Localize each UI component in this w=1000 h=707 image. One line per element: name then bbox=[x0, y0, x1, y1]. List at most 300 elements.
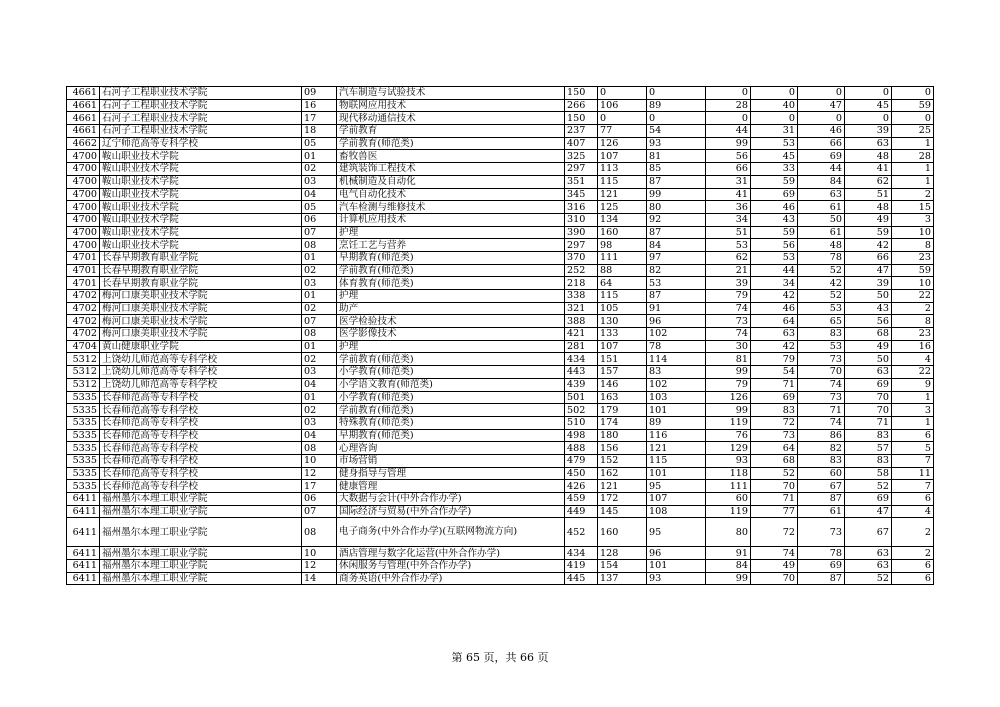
score-2-cell: 107 bbox=[647, 493, 706, 506]
score-6-cell: 63 bbox=[845, 547, 892, 560]
score-1-cell: 128 bbox=[598, 547, 647, 560]
score-1-cell: 111 bbox=[598, 251, 647, 264]
score-6-cell: 52 bbox=[845, 572, 892, 585]
score-5-cell: 63 bbox=[798, 188, 845, 201]
score-5-cell: 61 bbox=[798, 201, 845, 214]
score-5-cell: 66 bbox=[798, 137, 845, 150]
score-6-cell: 70 bbox=[845, 404, 892, 417]
score-1-cell: 162 bbox=[598, 467, 647, 480]
score-3-cell: 93 bbox=[706, 454, 751, 467]
major-name-cell: 畜牧兽医 bbox=[337, 150, 565, 163]
school-name-cell: 福州墨尔本理工职业学院 bbox=[100, 560, 302, 573]
score-5-cell: 71 bbox=[798, 404, 845, 417]
score-6-cell: 0 bbox=[845, 112, 892, 125]
table-row bbox=[67, 125, 934, 138]
score-7-cell: 0 bbox=[892, 87, 934, 100]
score-4-cell: 52 bbox=[751, 467, 798, 480]
score-4-cell: 77 bbox=[751, 505, 798, 518]
major-name-cell: 心理咨询 bbox=[337, 442, 565, 455]
table-row bbox=[67, 302, 934, 315]
table-row bbox=[67, 137, 934, 150]
score-2-cell: 93 bbox=[647, 572, 706, 585]
school-code-cell: 4702 bbox=[67, 302, 100, 315]
major-name-cell: 电子商务(中外合作办学)(互联网物流方向) bbox=[337, 518, 565, 547]
major-name-cell: 小学语文教育(师范类) bbox=[337, 378, 565, 391]
major-code-cell: 01 bbox=[302, 391, 337, 404]
score-6-cell: 0 bbox=[845, 87, 892, 100]
school-name-cell: 上饶幼儿师范高等专科学校 bbox=[100, 378, 302, 391]
score-4-cell: 72 bbox=[751, 518, 798, 547]
score-4-cell: 33 bbox=[751, 163, 798, 176]
score-4-cell: 0 bbox=[751, 112, 798, 125]
score-3-cell: 80 bbox=[706, 518, 751, 547]
score-3-cell: 56 bbox=[706, 150, 751, 163]
school-code-cell: 5312 bbox=[67, 366, 100, 379]
score-7-cell: 59 bbox=[892, 264, 934, 277]
school-name-cell: 福州墨尔本理工职业学院 bbox=[100, 493, 302, 506]
score-3-cell: 111 bbox=[706, 480, 751, 493]
school-name-cell: 鞍山职业技术学院 bbox=[100, 175, 302, 188]
score-total-cell: 388 bbox=[565, 315, 598, 328]
major-code-cell: 07 bbox=[302, 226, 337, 239]
major-code-cell: 02 bbox=[302, 353, 337, 366]
school-code-cell: 5335 bbox=[67, 467, 100, 480]
score-7-cell: 10 bbox=[892, 277, 934, 290]
score-5-cell: 83 bbox=[798, 454, 845, 467]
major-code-cell: 01 bbox=[302, 150, 337, 163]
school-code-cell: 4661 bbox=[67, 125, 100, 138]
table-row bbox=[67, 404, 934, 417]
score-1-cell: 163 bbox=[598, 391, 647, 404]
school-code-cell: 4702 bbox=[67, 328, 100, 341]
major-name-cell: 市场营销 bbox=[337, 454, 565, 467]
table-row bbox=[67, 391, 934, 404]
table-row bbox=[67, 353, 934, 366]
major-name-cell: 健身指导与管理 bbox=[337, 467, 565, 480]
score-7-cell: 6 bbox=[892, 429, 934, 442]
score-1-cell: 125 bbox=[598, 201, 647, 214]
score-4-cell: 53 bbox=[751, 251, 798, 264]
school-name-cell: 鞍山职业技术学院 bbox=[100, 188, 302, 201]
table-row bbox=[67, 442, 934, 455]
school-code-cell: 6411 bbox=[67, 518, 100, 547]
score-6-cell: 57 bbox=[845, 442, 892, 455]
major-code-cell: 02 bbox=[302, 264, 337, 277]
major-code-cell: 14 bbox=[302, 572, 337, 585]
score-4-cell: 74 bbox=[751, 547, 798, 560]
score-3-cell: 30 bbox=[706, 340, 751, 353]
school-code-cell: 4701 bbox=[67, 264, 100, 277]
score-4-cell: 59 bbox=[751, 226, 798, 239]
score-7-cell: 4 bbox=[892, 353, 934, 366]
major-code-cell: 10 bbox=[302, 454, 337, 467]
school-code-cell: 4700 bbox=[67, 188, 100, 201]
score-4-cell: 34 bbox=[751, 277, 798, 290]
major-name-cell: 护理 bbox=[337, 290, 565, 303]
score-7-cell: 6 bbox=[892, 572, 934, 585]
score-6-cell: 48 bbox=[845, 201, 892, 214]
major-name-cell: 计算机应用技术 bbox=[337, 213, 565, 226]
score-5-cell: 83 bbox=[798, 328, 845, 341]
score-6-cell: 41 bbox=[845, 163, 892, 176]
score-2-cell: 99 bbox=[647, 188, 706, 201]
score-1-cell: 121 bbox=[598, 480, 647, 493]
score-4-cell: 79 bbox=[751, 353, 798, 366]
score-3-cell: 0 bbox=[706, 112, 751, 125]
major-code-cell: 04 bbox=[302, 429, 337, 442]
score-6-cell: 63 bbox=[845, 366, 892, 379]
school-name-cell: 福州墨尔本理工职业学院 bbox=[100, 547, 302, 560]
school-name-cell: 上饶幼儿师范高等专科学校 bbox=[100, 366, 302, 379]
major-name-cell: 学前教育(师范类) bbox=[337, 137, 565, 150]
major-code-cell: 03 bbox=[302, 416, 337, 429]
score-3-cell: 99 bbox=[706, 137, 751, 150]
score-4-cell: 70 bbox=[751, 480, 798, 493]
major-name-cell: 医学检验技术 bbox=[337, 315, 565, 328]
table-row bbox=[67, 560, 934, 573]
score-2-cell: 95 bbox=[647, 518, 706, 547]
school-code-cell: 4700 bbox=[67, 239, 100, 252]
score-6-cell: 83 bbox=[845, 429, 892, 442]
major-name-cell: 护理 bbox=[337, 340, 565, 353]
school-code-cell: 4700 bbox=[67, 150, 100, 163]
score-2-cell: 95 bbox=[647, 480, 706, 493]
score-3-cell: 119 bbox=[706, 416, 751, 429]
score-4-cell: 59 bbox=[751, 175, 798, 188]
score-1-cell: 98 bbox=[598, 239, 647, 252]
school-name-cell: 长春师范高等专科学校 bbox=[100, 404, 302, 417]
score-5-cell: 78 bbox=[798, 251, 845, 264]
score-total-cell: 510 bbox=[565, 416, 598, 429]
school-name-cell: 长春师范高等专科学校 bbox=[100, 416, 302, 429]
score-5-cell: 60 bbox=[798, 467, 845, 480]
school-name-cell: 长春师范高等专科学校 bbox=[100, 442, 302, 455]
score-total-cell: 310 bbox=[565, 213, 598, 226]
major-name-cell: 物联网应用技术 bbox=[337, 99, 565, 112]
score-7-cell: 25 bbox=[892, 125, 934, 138]
score-1-cell: 107 bbox=[598, 340, 647, 353]
score-2-cell: 87 bbox=[647, 175, 706, 188]
table-row bbox=[67, 328, 934, 341]
score-2-cell: 121 bbox=[647, 442, 706, 455]
score-5-cell: 44 bbox=[798, 163, 845, 176]
score-4-cell: 42 bbox=[751, 290, 798, 303]
score-5-cell: 86 bbox=[798, 429, 845, 442]
score-total-cell: 237 bbox=[565, 125, 598, 138]
table-row bbox=[67, 87, 934, 100]
score-6-cell: 50 bbox=[845, 290, 892, 303]
score-5-cell: 78 bbox=[798, 547, 845, 560]
score-2-cell: 82 bbox=[647, 264, 706, 277]
school-code-cell: 4661 bbox=[67, 87, 100, 100]
score-4-cell: 40 bbox=[751, 99, 798, 112]
school-name-cell: 鞍山职业技术学院 bbox=[100, 150, 302, 163]
major-code-cell: 08 bbox=[302, 442, 337, 455]
score-4-cell: 64 bbox=[751, 315, 798, 328]
score-total-cell: 502 bbox=[565, 404, 598, 417]
table-row bbox=[67, 239, 934, 252]
score-4-cell: 42 bbox=[751, 340, 798, 353]
score-6-cell: 63 bbox=[845, 560, 892, 573]
table-row bbox=[67, 429, 934, 442]
score-4-cell: 44 bbox=[751, 264, 798, 277]
score-7-cell: 11 bbox=[892, 467, 934, 480]
major-code-cell: 02 bbox=[302, 302, 337, 315]
score-1-cell: 137 bbox=[598, 572, 647, 585]
score-5-cell: 73 bbox=[798, 518, 845, 547]
score-7-cell: 2 bbox=[892, 518, 934, 547]
score-6-cell: 71 bbox=[845, 416, 892, 429]
table-row bbox=[67, 493, 934, 506]
major-name-cell: 早期教育(师范类) bbox=[337, 251, 565, 264]
school-code-cell: 4700 bbox=[67, 163, 100, 176]
major-code-cell: 07 bbox=[302, 315, 337, 328]
school-name-cell: 黄山健康职业学院 bbox=[100, 340, 302, 353]
score-total-cell: 498 bbox=[565, 429, 598, 442]
score-total-cell: 452 bbox=[565, 518, 598, 547]
school-name-cell: 长春早期教育职业学院 bbox=[100, 277, 302, 290]
table-row bbox=[67, 201, 934, 214]
major-name-cell: 建筑装饰工程技术 bbox=[337, 163, 565, 176]
score-1-cell: 121 bbox=[598, 188, 647, 201]
major-name-cell: 学前教育(师范类) bbox=[337, 404, 565, 417]
score-5-cell: 70 bbox=[798, 366, 845, 379]
score-3-cell: 99 bbox=[706, 572, 751, 585]
major-name-cell: 汽车制造与试验技术 bbox=[337, 87, 565, 100]
school-code-cell: 5335 bbox=[67, 404, 100, 417]
score-1-cell: 115 bbox=[598, 290, 647, 303]
major-name-cell: 学前教育 bbox=[337, 125, 565, 138]
score-4-cell: 71 bbox=[751, 493, 798, 506]
score-6-cell: 56 bbox=[845, 315, 892, 328]
score-total-cell: 150 bbox=[565, 112, 598, 125]
score-2-cell: 81 bbox=[647, 150, 706, 163]
school-name-cell: 长春早期教育职业学院 bbox=[100, 251, 302, 264]
score-1-cell: 156 bbox=[598, 442, 647, 455]
school-name-cell: 长春早期教育职业学院 bbox=[100, 264, 302, 277]
score-total-cell: 439 bbox=[565, 378, 598, 391]
school-code-cell: 4700 bbox=[67, 213, 100, 226]
score-1-cell: 151 bbox=[598, 353, 647, 366]
score-3-cell: 129 bbox=[706, 442, 751, 455]
table-row bbox=[67, 416, 934, 429]
score-6-cell: 52 bbox=[845, 480, 892, 493]
table-body bbox=[67, 87, 934, 585]
score-total-cell: 281 bbox=[565, 340, 598, 353]
major-code-cell: 02 bbox=[302, 163, 337, 176]
major-code-cell: 06 bbox=[302, 213, 337, 226]
score-2-cell: 115 bbox=[647, 454, 706, 467]
school-name-cell: 石河子工程职业技术学院 bbox=[100, 125, 302, 138]
score-7-cell: 1 bbox=[892, 137, 934, 150]
major-code-cell: 03 bbox=[302, 175, 337, 188]
score-total-cell: 434 bbox=[565, 353, 598, 366]
table-row bbox=[67, 547, 934, 560]
school-name-cell: 长春师范高等专科学校 bbox=[100, 467, 302, 480]
score-5-cell: 69 bbox=[798, 150, 845, 163]
score-5-cell: 74 bbox=[798, 416, 845, 429]
school-name-cell: 鞍山职业技术学院 bbox=[100, 201, 302, 214]
score-6-cell: 47 bbox=[845, 505, 892, 518]
table-row bbox=[67, 505, 934, 518]
score-1-cell: 126 bbox=[598, 137, 647, 150]
score-total-cell: 449 bbox=[565, 505, 598, 518]
school-name-cell: 上饶幼儿师范高等专科学校 bbox=[100, 353, 302, 366]
score-1-cell: 115 bbox=[598, 175, 647, 188]
table-row bbox=[67, 226, 934, 239]
score-1-cell: 172 bbox=[598, 493, 647, 506]
school-code-cell: 4662 bbox=[67, 137, 100, 150]
major-name-cell: 小学教育(师范类) bbox=[337, 366, 565, 379]
major-code-cell: 18 bbox=[302, 125, 337, 138]
score-3-cell: 0 bbox=[706, 87, 751, 100]
school-code-cell: 4700 bbox=[67, 226, 100, 239]
table-row bbox=[67, 277, 934, 290]
score-total-cell: 419 bbox=[565, 560, 598, 573]
major-code-cell: 10 bbox=[302, 547, 337, 560]
score-6-cell: 63 bbox=[845, 137, 892, 150]
school-name-cell: 鞍山职业技术学院 bbox=[100, 163, 302, 176]
table-row bbox=[67, 454, 934, 467]
major-name-cell: 现代移动通信技术 bbox=[337, 112, 565, 125]
score-3-cell: 31 bbox=[706, 175, 751, 188]
score-7-cell: 6 bbox=[892, 493, 934, 506]
score-7-cell: 1 bbox=[892, 175, 934, 188]
score-2-cell: 80 bbox=[647, 201, 706, 214]
major-name-cell: 学前教育(师范类) bbox=[337, 353, 565, 366]
score-5-cell: 61 bbox=[798, 505, 845, 518]
major-name-cell: 医学影像技术 bbox=[337, 328, 565, 341]
school-code-cell: 4661 bbox=[67, 112, 100, 125]
major-code-cell: 01 bbox=[302, 251, 337, 264]
score-5-cell: 46 bbox=[798, 125, 845, 138]
page-number: 第 65 页，共 66 页 bbox=[451, 651, 549, 664]
score-2-cell: 89 bbox=[647, 416, 706, 429]
table-row bbox=[67, 175, 934, 188]
score-5-cell: 47 bbox=[798, 99, 845, 112]
score-2-cell: 83 bbox=[647, 366, 706, 379]
score-7-cell: 2 bbox=[892, 302, 934, 315]
score-7-cell: 1 bbox=[892, 416, 934, 429]
score-total-cell: 434 bbox=[565, 547, 598, 560]
score-6-cell: 49 bbox=[845, 213, 892, 226]
score-total-cell: 252 bbox=[565, 264, 598, 277]
score-total-cell: 325 bbox=[565, 150, 598, 163]
score-4-cell: 72 bbox=[751, 416, 798, 429]
score-5-cell: 0 bbox=[798, 87, 845, 100]
score-2-cell: 78 bbox=[647, 340, 706, 353]
major-code-cell: 01 bbox=[302, 340, 337, 353]
score-3-cell: 73 bbox=[706, 315, 751, 328]
score-6-cell: 67 bbox=[845, 518, 892, 547]
score-5-cell: 87 bbox=[798, 493, 845, 506]
score-6-cell: 42 bbox=[845, 239, 892, 252]
major-code-cell: 04 bbox=[302, 188, 337, 201]
table-row bbox=[67, 150, 934, 163]
score-total-cell: 426 bbox=[565, 480, 598, 493]
score-3-cell: 126 bbox=[706, 391, 751, 404]
score-5-cell: 73 bbox=[798, 353, 845, 366]
score-2-cell: 116 bbox=[647, 429, 706, 442]
score-5-cell: 87 bbox=[798, 572, 845, 585]
score-1-cell: 107 bbox=[598, 150, 647, 163]
score-2-cell: 87 bbox=[647, 290, 706, 303]
score-3-cell: 74 bbox=[706, 302, 751, 315]
major-code-cell: 12 bbox=[302, 467, 337, 480]
score-2-cell: 89 bbox=[647, 99, 706, 112]
major-name-cell: 学前教育(师范类) bbox=[337, 264, 565, 277]
major-code-cell: 04 bbox=[302, 378, 337, 391]
major-code-cell: 05 bbox=[302, 201, 337, 214]
school-code-cell: 4700 bbox=[67, 175, 100, 188]
major-name-cell: 电气自动化技术 bbox=[337, 188, 565, 201]
score-6-cell: 66 bbox=[845, 251, 892, 264]
major-code-cell: 05 bbox=[302, 137, 337, 150]
score-1-cell: 133 bbox=[598, 328, 647, 341]
score-6-cell: 39 bbox=[845, 125, 892, 138]
major-name-cell: 健康管理 bbox=[337, 480, 565, 493]
score-total-cell: 390 bbox=[565, 226, 598, 239]
score-4-cell: 73 bbox=[751, 429, 798, 442]
school-code-cell: 4701 bbox=[67, 277, 100, 290]
score-1-cell: 146 bbox=[598, 378, 647, 391]
score-5-cell: 53 bbox=[798, 302, 845, 315]
major-name-cell: 商务英语(中外合作办学) bbox=[337, 572, 565, 585]
school-name-cell: 鞍山职业技术学院 bbox=[100, 226, 302, 239]
score-2-cell: 85 bbox=[647, 163, 706, 176]
school-code-cell: 4702 bbox=[67, 290, 100, 303]
major-name-cell: 大数据与会计(中外合作办学) bbox=[337, 493, 565, 506]
major-name-cell: 护理 bbox=[337, 226, 565, 239]
major-name-cell: 机械制造及自动化 bbox=[337, 175, 565, 188]
score-5-cell: 69 bbox=[798, 560, 845, 573]
score-2-cell: 103 bbox=[647, 391, 706, 404]
school-code-cell: 6411 bbox=[67, 493, 100, 506]
score-2-cell: 53 bbox=[647, 277, 706, 290]
score-3-cell: 74 bbox=[706, 328, 751, 341]
score-1-cell: 160 bbox=[598, 518, 647, 547]
score-2-cell: 101 bbox=[647, 560, 706, 573]
score-4-cell: 69 bbox=[751, 391, 798, 404]
table-row bbox=[67, 251, 934, 264]
score-2-cell: 102 bbox=[647, 328, 706, 341]
score-7-cell: 0 bbox=[892, 112, 934, 125]
major-name-cell: 国际经济与贸易(中外合作办学) bbox=[337, 505, 565, 518]
school-name-cell: 长春师范高等专科学校 bbox=[100, 454, 302, 467]
school-name-cell: 福州墨尔本理工职业学院 bbox=[100, 518, 302, 547]
score-7-cell: 15 bbox=[892, 201, 934, 214]
school-code-cell: 4702 bbox=[67, 315, 100, 328]
score-1-cell: 106 bbox=[598, 99, 647, 112]
score-3-cell: 21 bbox=[706, 264, 751, 277]
table-row bbox=[67, 378, 934, 391]
school-code-cell: 5312 bbox=[67, 378, 100, 391]
score-2-cell: 96 bbox=[647, 547, 706, 560]
major-code-cell: 08 bbox=[302, 239, 337, 252]
score-5-cell: 53 bbox=[798, 340, 845, 353]
score-3-cell: 99 bbox=[706, 366, 751, 379]
major-code-cell: 03 bbox=[302, 366, 337, 379]
score-total-cell: 501 bbox=[565, 391, 598, 404]
major-code-cell: 08 bbox=[302, 328, 337, 341]
score-total-cell: 450 bbox=[565, 467, 598, 480]
score-5-cell: 84 bbox=[798, 175, 845, 188]
school-name-cell: 长春师范高等专科学校 bbox=[100, 480, 302, 493]
table-row bbox=[67, 572, 934, 585]
score-2-cell: 84 bbox=[647, 239, 706, 252]
score-7-cell: 59 bbox=[892, 99, 934, 112]
score-2-cell: 0 bbox=[647, 87, 706, 100]
